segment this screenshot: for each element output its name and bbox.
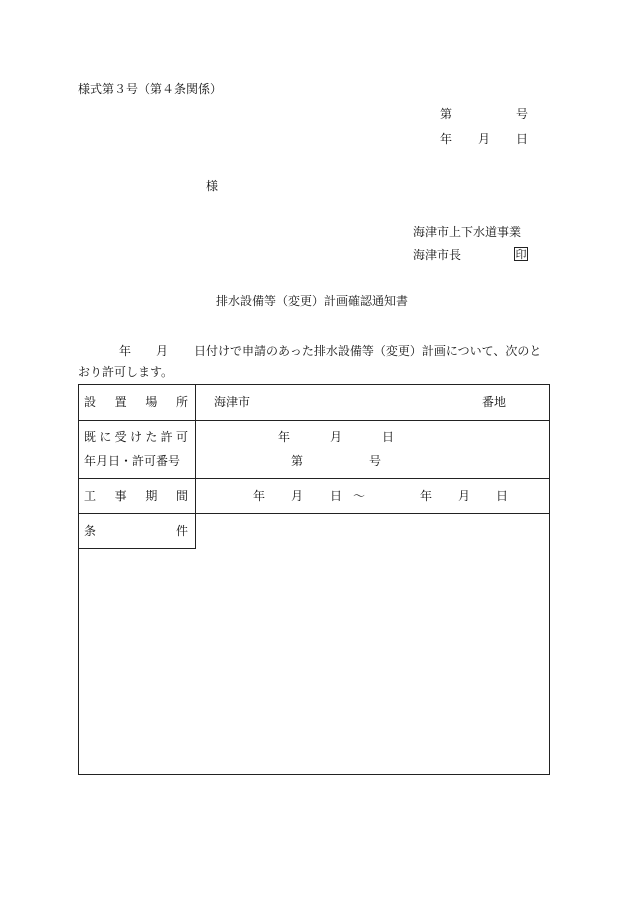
label-char: 所 bbox=[175, 395, 188, 409]
label-char: 事 bbox=[114, 489, 127, 503]
column-divider bbox=[195, 385, 196, 549]
period-end-day: 日 bbox=[496, 489, 509, 503]
label-char: 期 bbox=[145, 489, 158, 503]
prior-permit-label-line2: 年月日・許可番号 bbox=[84, 454, 181, 468]
label-char: た bbox=[145, 430, 158, 444]
period-start-day: 日 bbox=[330, 489, 343, 503]
prior-permit-year: 年 bbox=[278, 430, 291, 444]
period-label bbox=[84, 490, 188, 502]
location-label bbox=[84, 396, 188, 408]
location-city: 海津市 bbox=[214, 395, 251, 409]
number-dai: 第 bbox=[440, 107, 453, 121]
number-go: 号 bbox=[516, 107, 529, 121]
label-char: 受 bbox=[114, 430, 127, 444]
label-char: 置 bbox=[114, 395, 127, 409]
row-divider bbox=[79, 478, 549, 479]
addressee-suffix: 様 bbox=[206, 179, 219, 193]
row-divider bbox=[79, 513, 549, 514]
prior-permit-dai: 第 bbox=[291, 454, 304, 468]
document-title: 排水設備等（変更）計画確認通知書 bbox=[216, 294, 409, 308]
label-char: 間 bbox=[175, 489, 188, 503]
form-label: 様式第３号（第４条関係） bbox=[78, 82, 223, 96]
row-divider bbox=[79, 548, 196, 549]
label-char: け bbox=[129, 430, 142, 444]
prior-permit-day: 日 bbox=[382, 430, 395, 444]
label-char: 既 bbox=[84, 430, 97, 444]
label-char: 工 bbox=[84, 489, 97, 503]
body-month: 月 bbox=[156, 344, 169, 358]
conditions-label-start: 条 bbox=[84, 524, 97, 538]
period-separator: ～ bbox=[353, 489, 366, 503]
date-day: 日 bbox=[516, 132, 529, 146]
location-banchi: 番地 bbox=[482, 395, 507, 409]
period-end-year: 年 bbox=[420, 489, 433, 503]
row-divider bbox=[79, 420, 549, 421]
body-year: 年 bbox=[119, 344, 132, 358]
body-text-line2: おり許可します。 bbox=[78, 365, 174, 379]
prior-permit-go: 号 bbox=[369, 454, 382, 468]
date-year: 年 bbox=[440, 132, 453, 146]
period-start-year: 年 bbox=[253, 489, 266, 503]
period-end-month: 月 bbox=[458, 489, 471, 503]
period-start-month: 月 bbox=[291, 489, 304, 503]
seal-mark: 印 bbox=[515, 247, 527, 261]
issuer-title: 海津市長 bbox=[413, 248, 462, 262]
label-char: 許 bbox=[160, 430, 173, 444]
label-char: 可 bbox=[175, 430, 188, 444]
date-month: 月 bbox=[478, 132, 491, 146]
prior-permit-label-line1 bbox=[84, 431, 188, 443]
issuer-org: 海津市上下水道事業 bbox=[413, 225, 522, 239]
conditions-label-end: 件 bbox=[176, 524, 189, 538]
prior-permit-month: 月 bbox=[330, 430, 343, 444]
label-char: 設 bbox=[84, 395, 97, 409]
body-text-line1: 日付けで申請のあった排水設備等（変更）計画について、次のと bbox=[194, 344, 542, 358]
label-char: 場 bbox=[145, 395, 158, 409]
label-char: に bbox=[99, 430, 112, 444]
